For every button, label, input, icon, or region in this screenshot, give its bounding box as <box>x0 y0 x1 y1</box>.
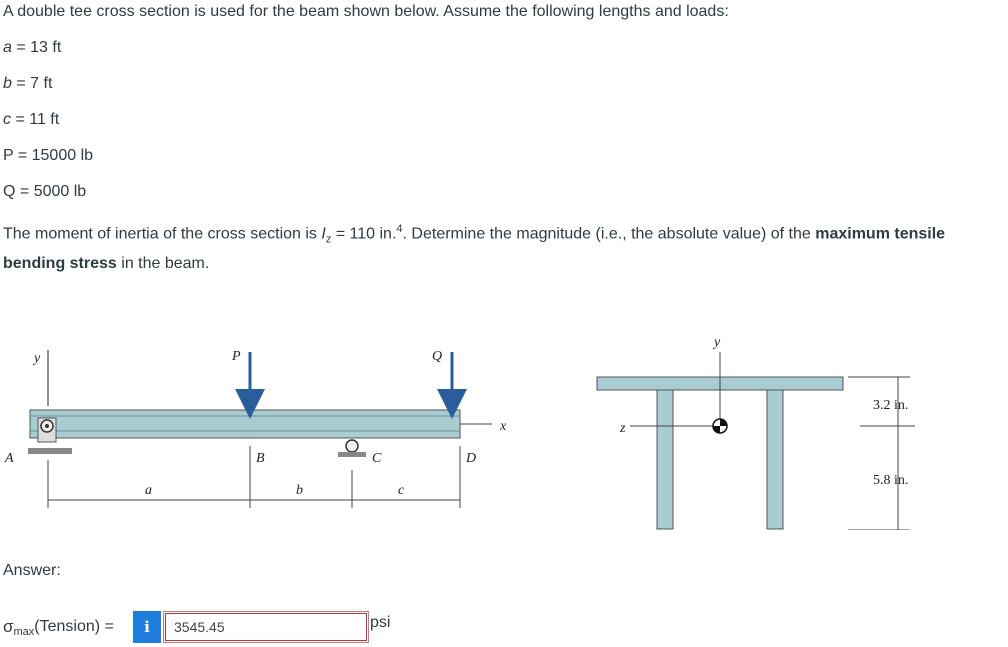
roller-support-c <box>338 440 366 457</box>
param-p-name: P <box>3 147 14 164</box>
param-b-value: = 7 ft <box>16 75 53 92</box>
dim-b-label: b <box>296 483 303 498</box>
param-q <box>3 181 86 203</box>
section-y-label: y <box>714 335 721 350</box>
param-a <box>3 37 61 59</box>
iz-exponent: 4 <box>396 223 403 235</box>
iz-subscript: z <box>325 233 332 246</box>
beam <box>30 410 460 438</box>
section-dim-top: 3.2 in. <box>873 398 909 413</box>
point-d-label: D <box>466 451 477 466</box>
answer-input[interactable] <box>163 611 369 643</box>
iz-value: = 110 in. <box>331 225 397 243</box>
statement-emphasis: maximum tensile bending stress <box>3 225 946 272</box>
param-c <box>3 109 59 131</box>
info-icon[interactable]: i <box>133 611 161 643</box>
beam-diagram <box>0 330 1008 530</box>
answer-prompt <box>3 611 114 643</box>
param-a-name: a <box>3 39 12 56</box>
param-p <box>3 145 93 167</box>
beam-y-label: y <box>34 351 41 366</box>
sigma-symbol: σ <box>3 617 14 636</box>
dim-a-label: a <box>145 483 152 498</box>
statement-text-2: . Determine the magnitude (i.e., the absolute value) of the <box>402 225 816 243</box>
param-a-value: = 13 ft <box>16 39 62 56</box>
param-q-name: Q <box>3 183 16 200</box>
load-q-label: Q <box>432 349 443 364</box>
param-b <box>3 73 52 95</box>
answer-label: Answer: <box>3 562 61 579</box>
iz-symbol: I <box>321 225 326 243</box>
point-c-label: C <box>372 451 382 466</box>
dim-c-label: c <box>398 483 405 498</box>
statement-text-3: in the beam. <box>116 254 210 272</box>
answer-qualifier: (Tension) = <box>34 618 114 635</box>
answer-unit: psi <box>370 614 391 631</box>
problem-intro: A double tee cross section is used for the beam shown below. Assume the following lengths and loads: <box>3 3 729 20</box>
problem-statement <box>3 217 1008 276</box>
beam-x-label: x <box>500 419 507 434</box>
sigma-subscript: max <box>13 626 35 638</box>
load-p-label: P <box>232 349 241 364</box>
param-p-value: = 15000 lb <box>17 147 94 164</box>
section-z-label: z <box>620 421 626 436</box>
section-dim-bottom: 5.8 in. <box>873 473 909 488</box>
point-a-label: A <box>5 451 14 466</box>
param-c-name: c <box>3 111 11 128</box>
point-b-label: B <box>256 451 265 466</box>
param-q-value: = 5000 lb <box>19 183 87 200</box>
param-c-value: = 11 ft <box>15 111 60 128</box>
param-b-name: b <box>3 75 12 92</box>
statement-text: The moment of inertia of the cross section is <box>3 225 322 243</box>
